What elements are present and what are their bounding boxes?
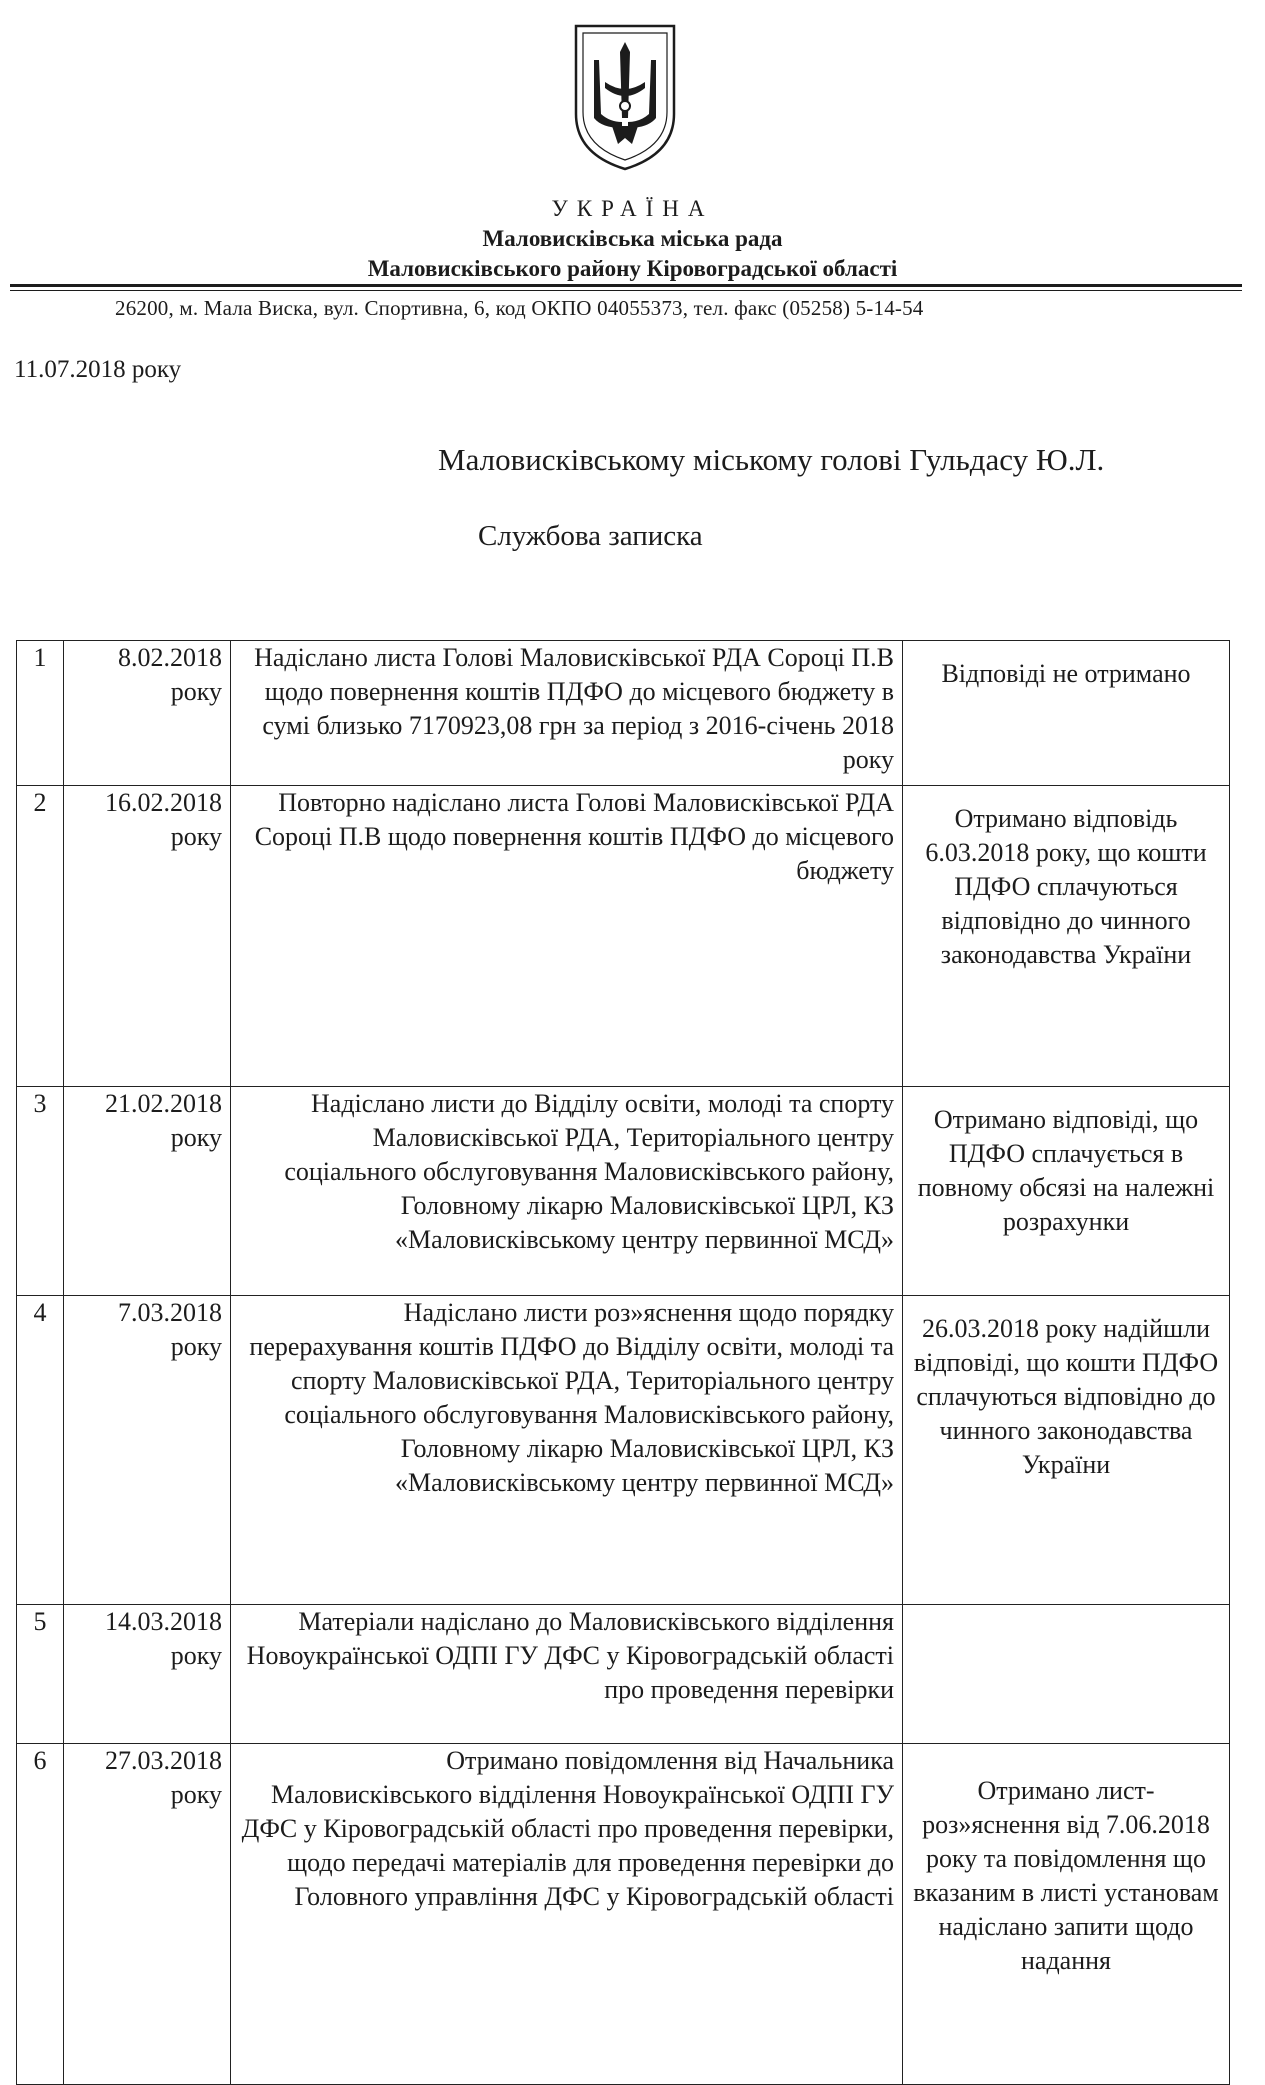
row-description: Надіслано листи до Відділу освіти, молоді та спорту Маловисківської РДА, Територіального центру соціального обслуговування Маловисківського району, Головному лікарю Маловисківської ЦРЛ, КЗ «Маловисківському центру первинної МСД» xyxy=(231,1087,903,1296)
row-date: 16.02.2018 року xyxy=(64,786,231,1087)
row-response: Отримано відповіді, що ПДФО сплачується в повному обсязі на належні розрахунки xyxy=(917,1105,1215,1236)
table-row xyxy=(17,1296,1230,1605)
row-response: Отримано відповідь 6.03.2018 року, що кошти ПДФО сплачуються відповідно до чинного законодавства України xyxy=(925,804,1207,969)
row-response-cell xyxy=(903,786,1230,1087)
row-response-cell xyxy=(903,1605,1230,1744)
coat-of-arms-icon xyxy=(572,22,678,172)
actions-table xyxy=(16,640,1230,2085)
memo-title: Службова записка xyxy=(478,520,703,552)
letter-date: 11.07.2018 року xyxy=(14,356,182,383)
country-name: УКРАЇНА xyxy=(551,196,714,221)
table-row xyxy=(17,641,1230,786)
row-response xyxy=(911,1605,1221,1621)
row-date: 27.03.2018 року xyxy=(64,1744,231,2085)
council-name: Маловисківська міська рада xyxy=(482,226,783,251)
table-row xyxy=(17,1087,1230,1296)
row-response: 26.03.2018 року надійшли відповіді, що кошти ПДФО сплачуються відповідно до чинного законодавства України xyxy=(913,1314,1219,1479)
row-description: Матеріали надіслано до Маловисківського відділення Новоукраїнської ОДПІ ГУ ДФС у Кіровоградській області про проведення перевірки xyxy=(231,1605,903,1744)
row-response-cell xyxy=(903,1744,1230,2085)
row-description: Отримано повідомлення від Начальника Маловисківського відділення Новоукраїнської ОДПІ ГУ ДФС у Кіровоградській області про проведення перевірки, щодо передачі матеріалів для проведення перевірки до Головного управління ДФС у Кіровоградській області xyxy=(231,1744,903,2085)
header-rule-thick xyxy=(10,284,1242,287)
row-response: Отримано лист-роз»яснення від 7.06.2018 року та повідомлення що вказаним в листі установам надіслано запити щодо надання xyxy=(913,1776,1219,1975)
row-description: Надіслано листа Голові Маловисківської РДА Сороці П.В щодо повернення коштів ПДФО до місцевого бюджету в сумі близько 7170923,08 грн за період з 2016-січень 2018 року xyxy=(231,641,903,786)
row-response-cell xyxy=(903,641,1230,786)
row-date: 21.02.2018 року xyxy=(64,1087,231,1296)
row-date: 7.03.2018 року xyxy=(64,1296,231,1605)
row-number: 3 xyxy=(17,1087,64,1296)
row-date: 8.02.2018 року xyxy=(64,641,231,786)
row-description: Повторно надіслано листа Голові Маловисківської РДА Сороці П.В щодо повернення коштів ПДФО до місцевого бюджету xyxy=(231,786,903,1087)
row-number: 5 xyxy=(17,1605,64,1744)
table-row xyxy=(17,1605,1230,1744)
row-number: 1 xyxy=(17,641,64,786)
row-response: Відповіді не отримано xyxy=(941,659,1191,688)
district-name: Маловисківського району Кіровоградської області xyxy=(367,256,898,281)
table-row xyxy=(17,786,1230,1087)
row-number: 4 xyxy=(17,1296,64,1605)
row-response-cell xyxy=(903,1296,1230,1605)
council-address: 26200, м. Мала Виска, вул. Спортивна, 6, код ОКПО 04055373, тел. факс (05258) 5-14-54 xyxy=(115,296,924,320)
row-date: 14.03.2018 року xyxy=(64,1605,231,1744)
letter-addressee: Маловисківському міському голові Гульдасу Ю.Л. xyxy=(438,442,1105,477)
row-description: Надіслано листи роз»яснення щодо порядку перерахування коштів ПДФО до Відділу освіти, молоді та спорту Маловисківської РДА, Територіального центру соціального обслуговування Маловисківського району, Головному лікарю Маловисківської ЦРЛ, КЗ «Маловисківському центру первинної МСД» xyxy=(231,1296,903,1605)
row-number: 2 xyxy=(17,786,64,1087)
row-number: 6 xyxy=(17,1744,64,2085)
table-row xyxy=(17,1744,1230,2085)
row-response-cell xyxy=(903,1087,1230,1296)
header-rule-thin xyxy=(10,290,1242,291)
